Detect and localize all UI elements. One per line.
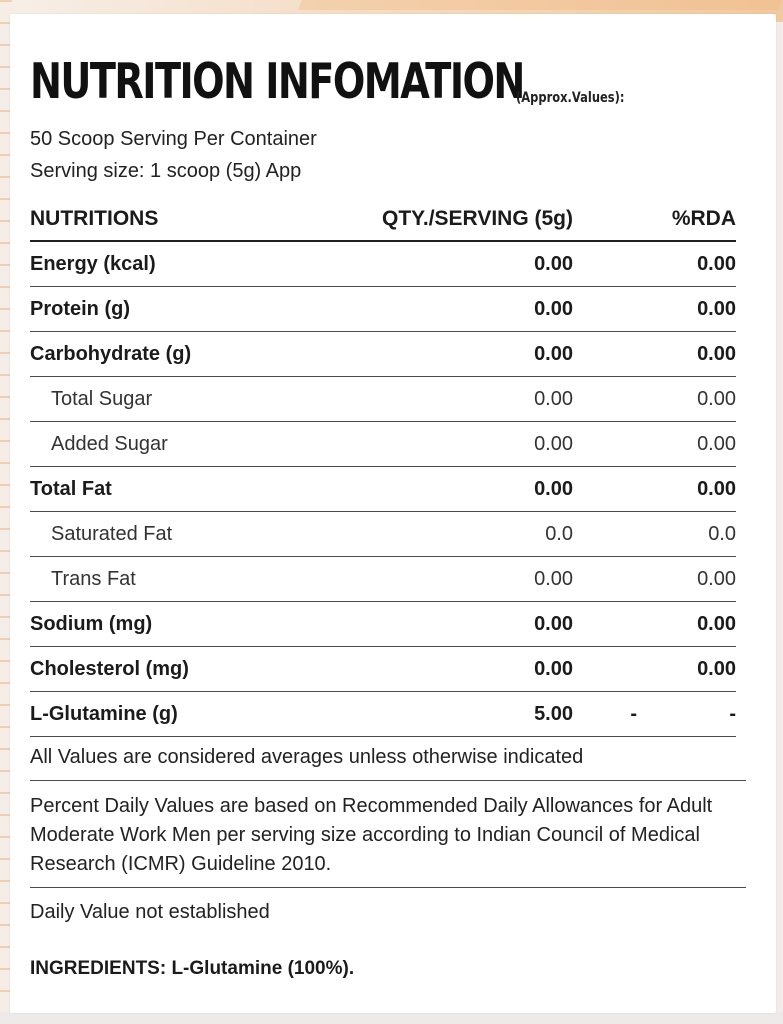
nutrition-table bbox=[30, 198, 736, 737]
row-qty: 0.00 bbox=[534, 657, 573, 680]
page-title: NUTRITION INFOMATION bbox=[30, 53, 524, 110]
column-header-qty: QTY./SERVING (5g) bbox=[382, 207, 573, 230]
table-row bbox=[30, 512, 736, 557]
table-row bbox=[30, 422, 736, 467]
table-row bbox=[30, 692, 736, 737]
row-rda: 0.00 bbox=[697, 297, 736, 320]
row-name: Cholesterol (mg) bbox=[30, 657, 189, 680]
table-row bbox=[30, 332, 736, 377]
row-name: L-Glutamine (g) bbox=[30, 702, 178, 725]
row-qty: 0.00 bbox=[534, 477, 573, 500]
table-header-row bbox=[30, 198, 736, 242]
column-header-nutritions: NUTRITIONS bbox=[30, 207, 159, 230]
row-name: Protein (g) bbox=[30, 297, 130, 320]
row-rda: 0.0 bbox=[708, 522, 736, 545]
divider bbox=[30, 887, 746, 888]
row-name: Saturated Fat bbox=[51, 522, 173, 545]
row-name: Trans Fat bbox=[51, 567, 136, 590]
decorative-bottom-band bbox=[0, 1012, 783, 1024]
decorative-stripe bbox=[298, 0, 782, 10]
row-qty: 0.00 bbox=[534, 297, 573, 320]
row-qty: 0.00 bbox=[534, 432, 573, 455]
row-rda: 0.00 bbox=[697, 567, 736, 590]
row-qty: 0.00 bbox=[534, 342, 573, 365]
row-qty: 0.00 bbox=[534, 387, 573, 410]
divider bbox=[30, 780, 746, 781]
table-row bbox=[30, 647, 736, 692]
averages-note: All Values are considered averages unless otherwise indicated bbox=[30, 746, 584, 768]
table-row bbox=[30, 377, 736, 422]
row-rda: 0.00 bbox=[697, 477, 736, 500]
row-qty: 5.00 bbox=[534, 702, 573, 725]
table-row bbox=[30, 602, 736, 647]
row-rda: 0.00 bbox=[697, 432, 736, 455]
table-row bbox=[30, 467, 736, 512]
row-name: Added Sugar bbox=[51, 432, 168, 455]
table-row bbox=[30, 242, 736, 287]
row-name: Energy (kcal) bbox=[30, 252, 156, 275]
row-rda: 0.00 bbox=[697, 612, 736, 635]
row-qty: 0.00 bbox=[534, 567, 573, 590]
row-qty: 0.00 bbox=[534, 252, 573, 275]
row-rda: 0.00 bbox=[697, 387, 736, 410]
row-name: Total Fat bbox=[30, 477, 112, 500]
servings-per-container: 50 Scoop Serving Per Container bbox=[30, 128, 317, 150]
row-dash: - bbox=[630, 702, 637, 725]
row-name: Carbohydrate (g) bbox=[30, 342, 192, 365]
row-name: Sodium (mg) bbox=[30, 612, 153, 635]
serving-size: Serving size: 1 scoop (5g) App bbox=[30, 160, 302, 182]
row-rda: - bbox=[729, 702, 736, 725]
row-rda: 0.00 bbox=[697, 252, 736, 275]
column-header-rda: %RDA bbox=[671, 207, 736, 230]
row-qty: 0.00 bbox=[534, 612, 573, 635]
table-row bbox=[30, 557, 736, 602]
ingredients: INGREDIENTS: L-Glutamine (100%). bbox=[30, 958, 355, 979]
approx-values-note: (Approx.Values): bbox=[516, 90, 625, 106]
table-row bbox=[30, 287, 736, 332]
rda-basis-note: Percent Daily Values are based on Recommended Daily Allowances for Adult Moderate Work Men per serving size according to Indian Council of Medical Research (ICMR) Guideline 2010. bbox=[30, 795, 713, 875]
row-name: Total Sugar bbox=[51, 387, 153, 410]
not-established-note: Daily Value not established bbox=[30, 901, 270, 923]
row-rda: 0.00 bbox=[697, 342, 736, 365]
row-rda: 0.00 bbox=[697, 657, 736, 680]
row-qty: 0.0 bbox=[545, 522, 573, 545]
